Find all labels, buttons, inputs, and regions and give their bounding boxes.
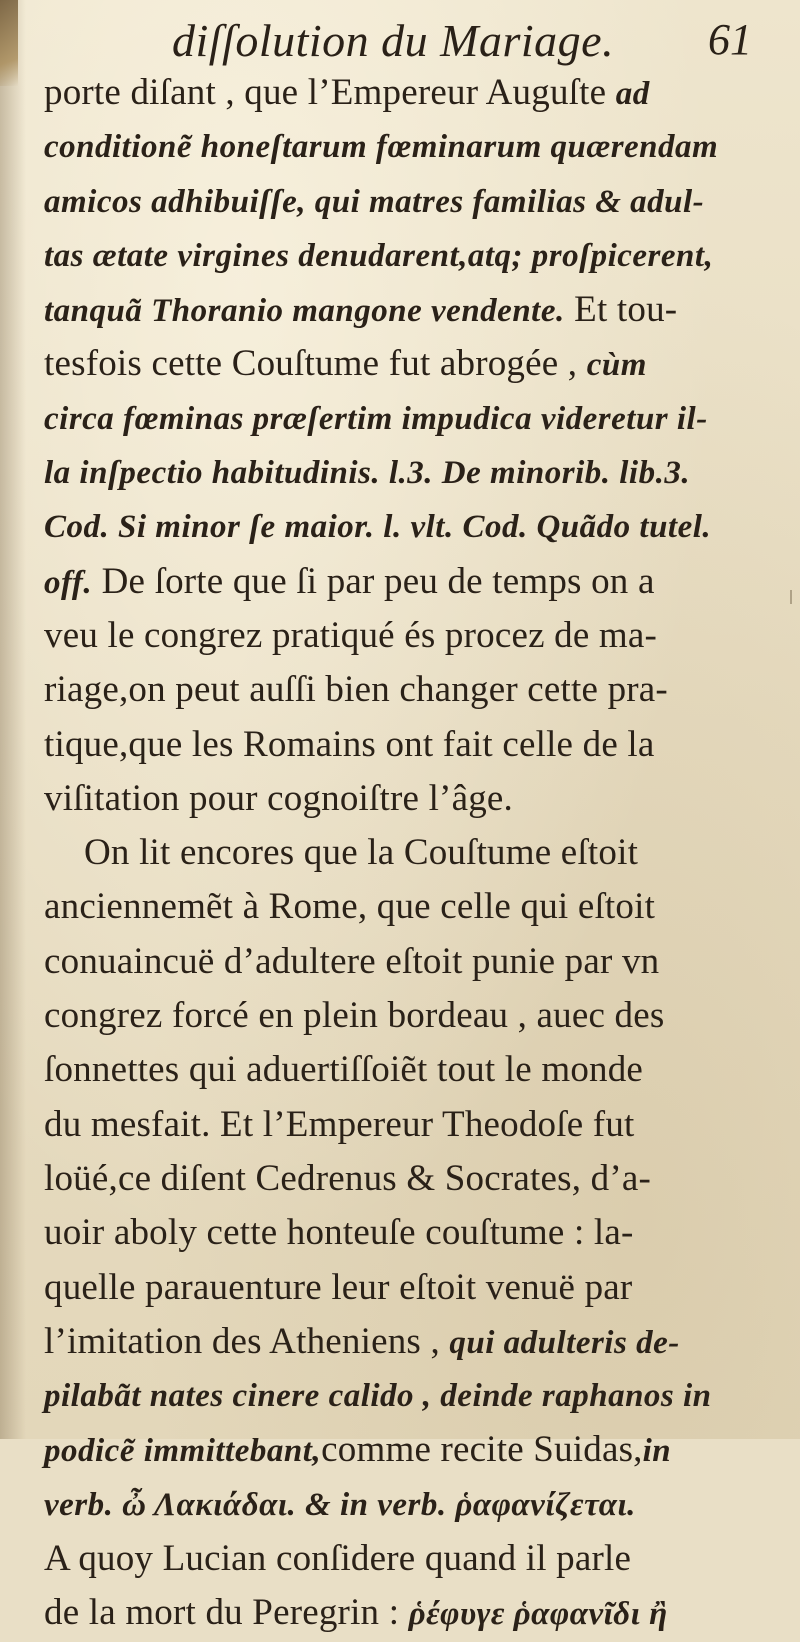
- italic-segment: amicos adhibuiſſe, qui matres familias & adul-: [44, 183, 705, 220]
- spine-mark: [0, 0, 18, 86]
- roman-segment: quelle parauenture leur eſtoit venuë par: [44, 1266, 633, 1308]
- text-line: [44, 1423, 756, 1477]
- roman-segment: ſonnettes qui aduertiſſoiẽt tout le monde: [44, 1049, 644, 1091]
- text-line: [44, 229, 756, 283]
- text-line: [44, 1043, 756, 1097]
- italic-segment: verb. ὦ Λακιάδαι. & in verb. ῥαφανίζεται.: [44, 1486, 636, 1523]
- text-line: [44, 989, 756, 1043]
- roman-segment: du mesfait. Et l’Empereur Theodoſe fut: [44, 1103, 635, 1145]
- italic-segment: in: [642, 1433, 672, 1470]
- text-line: [44, 120, 756, 174]
- text-line: [44, 609, 756, 663]
- roman-segment: comme recite Suidas,: [321, 1429, 643, 1471]
- italic-segment: podicẽ immittebant,: [44, 1433, 322, 1470]
- italic-segment: circa fœminas præſertim impudica videretur il-: [44, 400, 708, 437]
- margin-mark: [790, 590, 792, 604]
- text-line: [44, 1206, 756, 1260]
- text-line: [44, 1478, 756, 1532]
- roman-segment: tesfois cette Couſtume fut abrogée ,: [44, 343, 587, 385]
- text-line: [44, 880, 756, 934]
- roman-segment: loüé,ce diſent Cedrenus & Socrates, d’a-: [44, 1157, 651, 1199]
- text-line: [44, 1098, 756, 1152]
- italic-segment: la inſpectio habitudinis. l.3. De minorib. lib.3.: [44, 455, 691, 492]
- roman-segment: porte diſant , que l’Empereur Auguſte: [44, 72, 616, 113]
- roman-segment: De ſorte que ſi par peu de temps on a: [92, 560, 655, 602]
- roman-segment: l’imitation des Atheniens ,: [44, 1320, 450, 1362]
- roman-segment: On lit encores que la Couſtume eſtoit: [84, 832, 639, 874]
- italic-segment: ῥέφυγε ῥαφανῖδι ἢ: [408, 1596, 668, 1633]
- roman-segment: A quoy Lucian conſidere quand il parle: [44, 1538, 632, 1580]
- roman-segment: de la mort du Peregrin :: [44, 1592, 409, 1634]
- roman-segment: congrez forcé en plein bordeau , auec des: [44, 995, 665, 1037]
- text-line: [44, 935, 756, 989]
- roman-segment: anciennemẽt à Rome, que celle qui eſtoit: [44, 886, 656, 928]
- italic-segment: conditionẽ honeſtarum fœminarum quærendam: [44, 129, 719, 166]
- italic-segment: Cod. Si minor ſe maior. l. vlt. Cod. Quãdo tutel.: [44, 509, 712, 546]
- text-line: [44, 66, 756, 120]
- running-head: [60, 8, 760, 68]
- text-line: [44, 1586, 756, 1640]
- text-line: [44, 1261, 756, 1315]
- roman-segment: Et tou-: [564, 289, 678, 331]
- text-line: [44, 555, 756, 609]
- italic-segment: ad: [615, 76, 650, 112]
- roman-segment: tique,que les Romains ont fait celle de la: [44, 723, 655, 765]
- text-line: [44, 175, 756, 229]
- text-line: [44, 500, 756, 554]
- text-line: [44, 1152, 756, 1206]
- text-line: [44, 772, 756, 826]
- roman-segment: veu le congrez pratiqué és procez de ma-: [44, 614, 658, 656]
- text-line: [44, 663, 756, 717]
- text-line: [44, 283, 756, 337]
- gutter-shadow: [0, 0, 26, 1439]
- text-line: [44, 446, 756, 500]
- text-block: [44, 66, 756, 1641]
- italic-segment: pilabãt nates cinere calido , deinde raphanos in: [44, 1378, 712, 1415]
- text-line: [44, 337, 756, 391]
- roman-segment: uoir aboly cette honteuſe couſtume : la-: [44, 1212, 634, 1254]
- italic-segment: cùm: [586, 347, 647, 384]
- text-line: [44, 826, 756, 880]
- text-line: [44, 1532, 756, 1586]
- roman-segment: riage,on peut auſſi bien changer cette pra-: [44, 669, 668, 711]
- text-line: [44, 1369, 756, 1423]
- text-line: [44, 392, 756, 446]
- italic-segment: off.: [44, 564, 93, 601]
- text-line: [44, 1315, 756, 1369]
- text-line: [44, 718, 756, 772]
- italic-segment: qui adulteris de-: [449, 1324, 680, 1361]
- roman-segment: viſitation pour cognoiſtre l’âge.: [44, 777, 513, 819]
- roman-segment: conuaincuë d’adultere eſtoit punie par vn: [44, 940, 660, 982]
- italic-segment: tanquã Thoranio mangone vendente.: [44, 293, 565, 330]
- running-title: diſſolution du Mariage.: [172, 15, 615, 66]
- page-number: 61: [708, 15, 752, 64]
- italic-segment: tas ætate virgines denudarent,atq; proſpicerent,: [44, 237, 714, 274]
